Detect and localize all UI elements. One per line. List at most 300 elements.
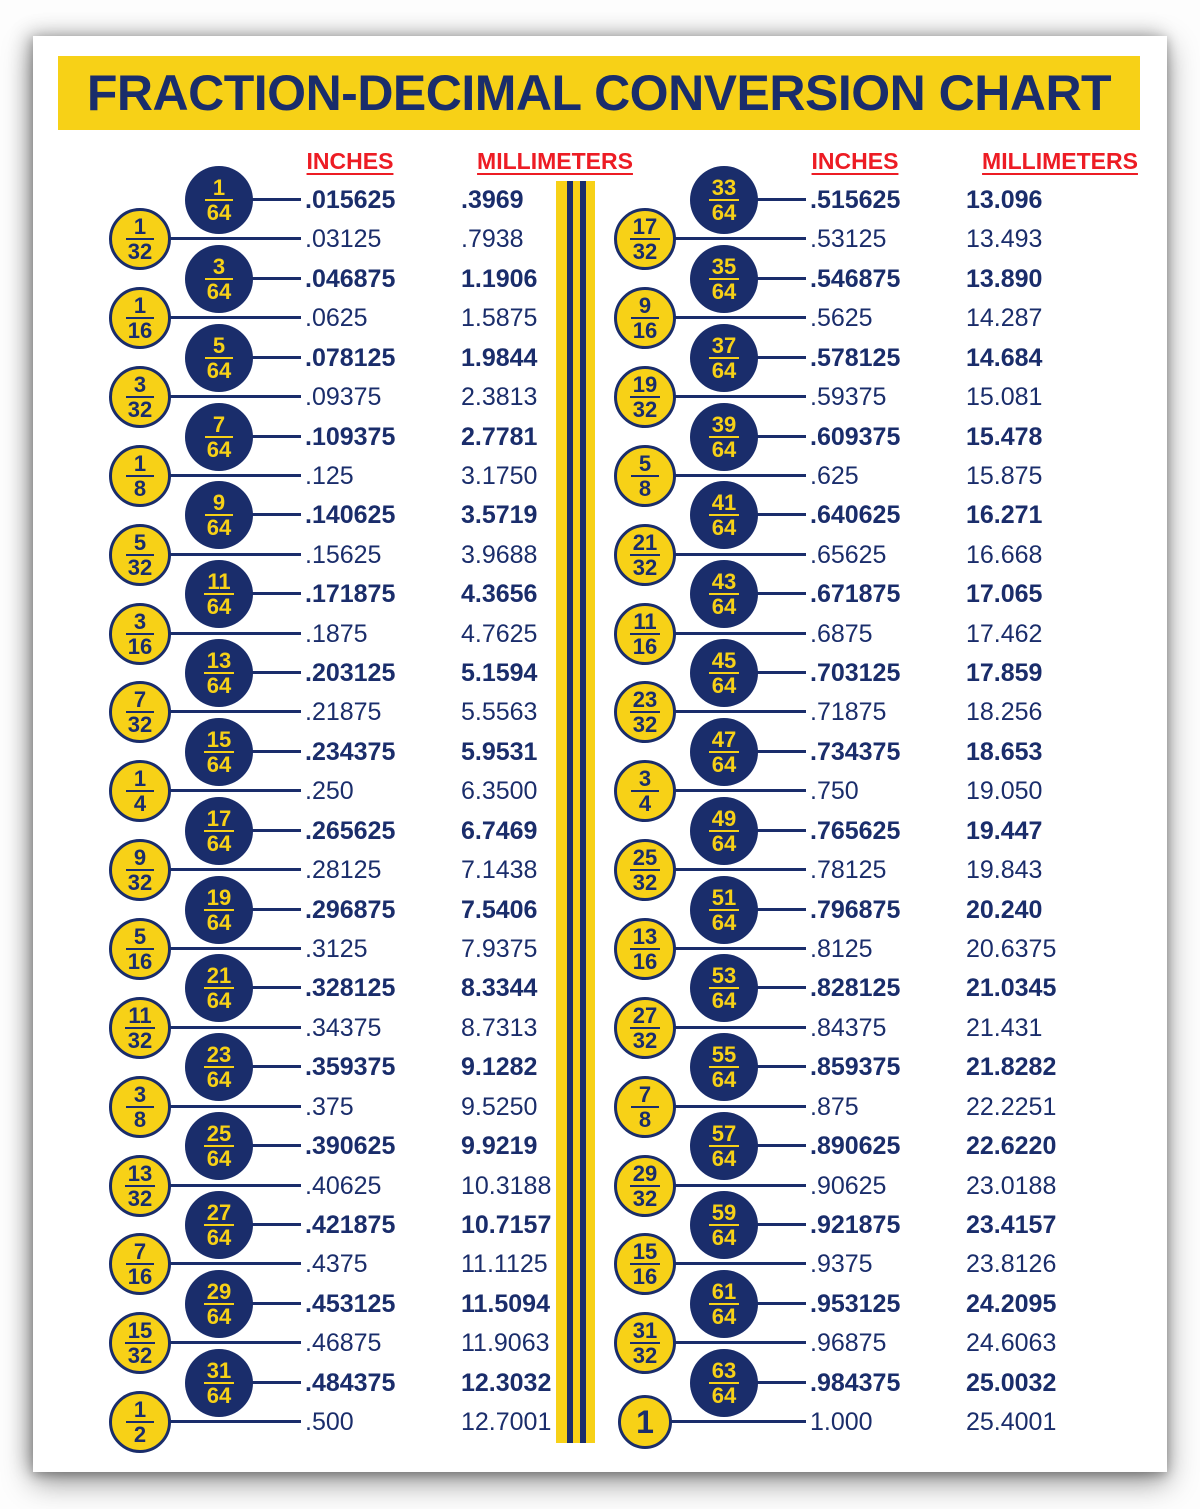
fraction-denominator: 64 xyxy=(206,515,232,541)
fraction-denominator: 64 xyxy=(206,594,232,620)
fraction-denominator: 16 xyxy=(127,1264,153,1290)
fraction-badge xyxy=(614,681,676,743)
fraction-numerator: 13 xyxy=(125,1162,155,1187)
fraction-numerator: 33 xyxy=(709,176,739,201)
fraction-denominator: 16 xyxy=(632,318,658,344)
fraction-numerator: 17 xyxy=(204,807,234,832)
inches-value: .078125 xyxy=(305,343,396,372)
fraction xyxy=(630,846,660,894)
fraction xyxy=(631,1083,659,1131)
connector-line xyxy=(754,986,806,989)
millimeters-value: 13.096 xyxy=(966,186,1043,214)
millimeters-value: 24.6063 xyxy=(966,1329,1057,1358)
fraction-numerator: 13 xyxy=(630,925,660,950)
inches-value: .71875 xyxy=(810,698,887,727)
column-header-millimeters-right: MILLIMETERS xyxy=(982,148,1138,174)
fraction xyxy=(709,491,739,539)
inches-value: .296875 xyxy=(305,895,396,924)
fraction-badge xyxy=(690,166,758,234)
inches-value: .5625 xyxy=(810,304,873,333)
inches-value: .375 xyxy=(305,1092,354,1121)
fraction-denominator: 16 xyxy=(127,948,153,974)
inches-value: .609375 xyxy=(810,422,901,451)
inches-value: .203125 xyxy=(305,659,396,688)
fraction-denominator: 4 xyxy=(638,791,652,817)
inches-value: .734375 xyxy=(810,737,901,766)
inches-value: .234375 xyxy=(305,737,396,766)
inches-value: .328125 xyxy=(305,974,396,1003)
millimeters-value: 13.890 xyxy=(966,264,1043,293)
fraction-denominator: 64 xyxy=(711,357,737,383)
inches-value: .671875 xyxy=(810,580,901,609)
fraction xyxy=(630,215,660,263)
inches-value: .109375 xyxy=(305,422,396,451)
inches-value: .796875 xyxy=(810,895,901,924)
millimeters-value: 21.431 xyxy=(966,1013,1043,1042)
millimeters-value: 3.1750 xyxy=(461,461,538,490)
connector-line xyxy=(754,1381,806,1384)
fraction-numerator: 3 xyxy=(126,1083,154,1108)
connector-line xyxy=(754,1302,806,1305)
fraction-denominator: 32 xyxy=(632,1027,658,1053)
fraction-numerator: 21 xyxy=(630,531,660,556)
fraction xyxy=(709,728,739,776)
connector-line xyxy=(668,1420,806,1423)
millimeters-value: 2.7781 xyxy=(461,422,538,451)
millimeters-value: 3.5719 xyxy=(461,501,538,530)
fraction-numerator: 47 xyxy=(709,728,739,753)
fraction-denominator: 64 xyxy=(711,751,737,777)
fraction xyxy=(630,1162,660,1210)
fraction-denominator: 8 xyxy=(638,1106,652,1132)
column-header-inches-left: INCHES xyxy=(306,148,394,174)
fraction-numerator: 1 xyxy=(126,452,154,477)
whole-number: 1 xyxy=(636,1404,654,1441)
fraction-denominator: 32 xyxy=(127,239,153,265)
fraction-denominator: 32 xyxy=(127,1343,153,1369)
fraction-badge xyxy=(614,1076,676,1138)
fraction-numerator: 61 xyxy=(709,1280,739,1305)
fraction-denominator: 16 xyxy=(127,633,153,659)
millimeters-value: 11.9063 xyxy=(461,1329,550,1358)
millimeters-value: 6.3500 xyxy=(461,777,538,806)
inches-value: .34375 xyxy=(305,1013,382,1042)
inches-value: .390625 xyxy=(305,1132,396,1161)
fraction-denominator: 64 xyxy=(206,830,232,856)
inches-value: .53125 xyxy=(810,225,887,254)
millimeters-value: 14.287 xyxy=(966,304,1043,333)
inches-value: .015625 xyxy=(305,186,396,214)
fraction-badge xyxy=(690,954,758,1022)
millimeters-value: 9.1282 xyxy=(461,1053,538,1082)
inches-value: 1.000 xyxy=(810,1408,873,1437)
fraction-numerator: 5 xyxy=(205,334,233,359)
fraction-denominator: 64 xyxy=(206,988,232,1014)
fraction-numerator: 25 xyxy=(204,1122,234,1147)
connector-line xyxy=(754,592,806,595)
fraction-badge xyxy=(614,445,676,507)
fraction-denominator: 32 xyxy=(632,870,658,896)
connector-line xyxy=(672,553,806,556)
fraction-numerator: 3 xyxy=(126,373,154,398)
fraction-denominator: 64 xyxy=(206,1067,232,1093)
fraction-denominator: 32 xyxy=(632,554,658,580)
fraction-denominator: 64 xyxy=(711,515,737,541)
inches-value: .171875 xyxy=(305,580,396,609)
inches-value: .453125 xyxy=(305,1289,396,1318)
connector-line xyxy=(754,356,806,359)
fraction-denominator: 64 xyxy=(206,1146,232,1172)
millimeters-value: 5.9531 xyxy=(461,737,538,766)
fraction-badge xyxy=(614,1233,676,1295)
connector-line xyxy=(754,750,806,753)
millimeters-value: 18.653 xyxy=(966,737,1043,766)
connector-line xyxy=(754,829,806,832)
fraction-numerator: 1 xyxy=(126,767,154,792)
fraction-numerator: 1 xyxy=(126,294,154,319)
fraction xyxy=(709,255,739,303)
millimeters-value: 1.1906 xyxy=(461,264,538,293)
inches-value: .359375 xyxy=(305,1053,396,1082)
fraction-numerator: 37 xyxy=(709,334,739,359)
millimeters-value: 23.4157 xyxy=(966,1210,1057,1239)
millimeters-value: 9.9219 xyxy=(461,1132,538,1161)
inches-value: .0625 xyxy=(305,304,368,333)
millimeters-value: .3969 xyxy=(461,186,524,214)
fraction-badge xyxy=(690,876,758,944)
fraction-numerator: 55 xyxy=(709,1043,739,1068)
fraction-badge xyxy=(614,603,676,665)
millimeters-value: 23.0188 xyxy=(966,1171,1057,1200)
inches-value: .984375 xyxy=(810,1368,901,1397)
inches-value: .40625 xyxy=(305,1171,382,1200)
fraction-denominator: 32 xyxy=(127,1027,153,1053)
connector-line xyxy=(754,1144,806,1147)
fraction xyxy=(709,176,739,224)
inches-value: .921875 xyxy=(810,1210,901,1239)
fraction-denominator: 16 xyxy=(632,1264,658,1290)
connector-line xyxy=(754,908,806,911)
fraction-numerator: 49 xyxy=(709,807,739,832)
millimeters-value: 8.3344 xyxy=(461,974,538,1003)
inches-value: .859375 xyxy=(810,1053,901,1082)
fraction-numerator: 3 xyxy=(205,255,233,280)
millimeters-value: 7.1438 xyxy=(461,856,538,885)
fraction-numerator: 1 xyxy=(126,215,154,240)
page xyxy=(33,36,1167,1472)
fraction-denominator: 32 xyxy=(632,1185,658,1211)
fraction xyxy=(630,1319,660,1367)
inches-value: .125 xyxy=(305,461,354,490)
fraction-denominator: 32 xyxy=(127,554,153,580)
fraction-numerator: 25 xyxy=(630,846,660,871)
fraction-numerator: 29 xyxy=(204,1280,234,1305)
millimeters-value: 2.3813 xyxy=(461,383,538,412)
millimeters-value: 20.240 xyxy=(966,895,1043,924)
millimeters-value: 21.8282 xyxy=(966,1053,1057,1082)
fraction-denominator: 64 xyxy=(711,1382,737,1408)
connector-line xyxy=(754,1223,806,1226)
fraction-denominator: 64 xyxy=(206,436,232,462)
connector-line xyxy=(672,789,806,792)
fraction-numerator: 17 xyxy=(630,215,660,240)
millimeters-value: 7.5406 xyxy=(461,895,538,924)
fraction xyxy=(709,649,739,697)
connector-line xyxy=(672,316,806,319)
fraction-denominator: 64 xyxy=(206,751,232,777)
fraction-denominator: 32 xyxy=(127,397,153,423)
fraction-numerator: 45 xyxy=(709,649,739,674)
fraction-numerator: 7 xyxy=(631,1083,659,1108)
connector-line xyxy=(754,671,806,674)
millimeters-value: 17.859 xyxy=(966,659,1043,688)
connector-line xyxy=(672,1341,806,1344)
right-column xyxy=(33,36,1167,1472)
millimeters-value: 21.0345 xyxy=(966,974,1057,1003)
fraction-badge xyxy=(614,1312,676,1374)
fraction xyxy=(709,1359,739,1407)
fraction-numerator: 15 xyxy=(204,728,234,753)
fraction-denominator: 8 xyxy=(133,1106,147,1132)
inches-value: .03125 xyxy=(305,225,382,254)
connector-line xyxy=(672,474,806,477)
fraction-numerator: 29 xyxy=(630,1162,660,1187)
millimeters-value: 9.5250 xyxy=(461,1092,538,1121)
inches-value: .8125 xyxy=(810,934,873,963)
fraction-denominator: 64 xyxy=(711,1067,737,1093)
connector-line xyxy=(672,395,806,398)
fraction-numerator: 51 xyxy=(709,886,739,911)
fraction-denominator: 64 xyxy=(206,1382,232,1408)
inches-value: .500 xyxy=(305,1408,354,1437)
fraction-numerator: 19 xyxy=(204,886,234,911)
fraction-denominator: 8 xyxy=(133,475,147,501)
fraction xyxy=(631,767,659,815)
fraction xyxy=(709,1122,739,1170)
inches-value: .140625 xyxy=(305,501,396,530)
fraction-numerator: 5 xyxy=(631,452,659,477)
connector-line xyxy=(754,1065,806,1068)
fraction-numerator: 43 xyxy=(709,570,739,595)
inches-value: .265625 xyxy=(305,816,396,845)
column-header-millimeters-left: MILLIMETERS xyxy=(477,148,633,174)
fraction-numerator: 23 xyxy=(204,1043,234,1068)
fraction-denominator: 64 xyxy=(711,830,737,856)
fraction-badge xyxy=(690,245,758,313)
millimeters-value: 10.3188 xyxy=(461,1171,552,1200)
millimeters-value: 25.4001 xyxy=(966,1408,1057,1437)
connector-line xyxy=(754,198,806,201)
fraction-numerator: 15 xyxy=(125,1319,155,1344)
millimeters-value: 12.7001 xyxy=(461,1408,552,1437)
inches-value: .90625 xyxy=(810,1171,887,1200)
fraction xyxy=(709,964,739,1012)
millimeters-value: 10.7157 xyxy=(461,1210,552,1239)
fraction-badge xyxy=(690,797,758,865)
connector-line xyxy=(672,947,806,950)
connector-line xyxy=(672,1026,806,1029)
fraction-denominator: 16 xyxy=(632,948,658,974)
fraction-numerator: 41 xyxy=(709,491,739,516)
fraction-numerator: 5 xyxy=(126,531,154,556)
fraction-numerator: 1 xyxy=(205,176,233,201)
fraction-numerator: 31 xyxy=(204,1359,234,1384)
inches-value: .703125 xyxy=(810,659,901,688)
inches-value: .484375 xyxy=(305,1368,396,1397)
fraction-numerator: 57 xyxy=(709,1122,739,1147)
connector-line xyxy=(754,277,806,280)
fraction-denominator: 16 xyxy=(632,633,658,659)
fraction-numerator: 3 xyxy=(126,610,154,635)
fraction-numerator: 59 xyxy=(709,1201,739,1226)
millimeters-value: 15.478 xyxy=(966,422,1043,451)
fraction-numerator: 11 xyxy=(125,1004,154,1029)
millimeters-value: 17.462 xyxy=(966,619,1043,648)
fraction-denominator: 64 xyxy=(206,278,232,304)
fraction-numerator: 53 xyxy=(709,964,739,989)
fraction-numerator: 7 xyxy=(205,413,233,438)
millimeters-value: 22.6220 xyxy=(966,1132,1057,1161)
inches-value: .625 xyxy=(810,461,859,490)
column-header-inches-right: INCHES xyxy=(811,148,899,174)
fraction-badge xyxy=(690,1349,758,1417)
inches-value: .890625 xyxy=(810,1132,901,1161)
fraction xyxy=(630,610,659,658)
fraction-numerator: 9 xyxy=(631,294,659,319)
fraction-badge xyxy=(614,524,676,586)
fraction-numerator: 15 xyxy=(630,1240,660,1265)
fraction-badge xyxy=(614,918,676,980)
fraction-denominator: 32 xyxy=(632,239,658,265)
fraction-numerator: 21 xyxy=(204,964,234,989)
fraction-badge xyxy=(690,639,758,707)
millimeters-value: 14.684 xyxy=(966,343,1043,372)
inches-value: .765625 xyxy=(810,816,901,845)
fraction-badge xyxy=(690,1033,758,1101)
connector-line xyxy=(754,435,806,438)
fraction-badge xyxy=(614,287,676,349)
millimeters-value: 25.0032 xyxy=(966,1368,1057,1397)
fraction-denominator: 64 xyxy=(206,1224,232,1250)
millimeters-value: 23.8126 xyxy=(966,1250,1057,1279)
fraction-badge xyxy=(690,560,758,628)
fraction-numerator: 23 xyxy=(630,688,660,713)
millimeters-value: .7938 xyxy=(461,225,524,254)
connector-line xyxy=(672,632,806,635)
fraction-badge xyxy=(690,403,758,471)
millimeters-value: 4.3656 xyxy=(461,580,538,609)
inches-value: .046875 xyxy=(305,264,396,293)
fraction-denominator: 64 xyxy=(711,200,737,225)
fraction-numerator: 13 xyxy=(204,649,234,674)
fraction xyxy=(631,452,659,500)
millimeters-value: 1.9844 xyxy=(461,343,538,372)
fraction-denominator: 64 xyxy=(711,1146,737,1172)
fraction xyxy=(709,334,739,382)
inches-value: .546875 xyxy=(810,264,901,293)
fraction-denominator: 32 xyxy=(632,397,658,423)
fraction-denominator: 32 xyxy=(632,712,658,738)
inches-value: .84375 xyxy=(810,1013,887,1042)
inches-value: .750 xyxy=(810,777,859,806)
page-title: FRACTION-DECIMAL CONVERSION CHART xyxy=(86,65,1112,121)
inches-value: .59375 xyxy=(810,383,887,412)
fraction-denominator: 64 xyxy=(711,673,737,699)
inches-value: .96875 xyxy=(810,1329,887,1358)
millimeters-value: 16.668 xyxy=(966,540,1043,569)
fraction-numerator: 11 xyxy=(204,570,233,595)
fraction xyxy=(709,807,739,855)
inches-value: .46875 xyxy=(305,1329,382,1358)
fraction-badge xyxy=(690,1191,758,1259)
fraction-badge xyxy=(614,1155,676,1217)
fraction-denominator: 16 xyxy=(127,318,153,344)
fraction-numerator: 9 xyxy=(126,846,154,871)
fraction-badge xyxy=(614,208,676,270)
fraction-denominator: 8 xyxy=(638,475,652,501)
fraction-numerator: 9 xyxy=(205,491,233,516)
millimeters-value: 19.050 xyxy=(966,777,1043,806)
inches-value: .578125 xyxy=(810,343,901,372)
inches-value: .1875 xyxy=(305,619,368,648)
fraction-numerator: 39 xyxy=(709,413,739,438)
millimeters-value: 5.1594 xyxy=(461,659,538,688)
fraction-badge xyxy=(690,481,758,549)
connector-line xyxy=(672,1184,806,1187)
fraction-numerator: 19 xyxy=(630,373,660,398)
fraction-denominator: 64 xyxy=(206,909,232,935)
inches-value: .21875 xyxy=(305,698,382,727)
fraction-badge xyxy=(690,1112,758,1180)
inches-value: .4375 xyxy=(305,1250,368,1279)
fraction xyxy=(630,1240,660,1288)
millimeters-value: 12.3032 xyxy=(461,1368,552,1397)
connector-line xyxy=(672,1105,806,1108)
millimeters-value: 16.271 xyxy=(966,501,1043,530)
inches-value: .640625 xyxy=(810,501,901,530)
millimeters-value: 11.5094 xyxy=(461,1289,550,1318)
millimeters-value: 19.843 xyxy=(966,856,1043,885)
millimeters-value: 22.2251 xyxy=(966,1092,1057,1121)
millimeters-value: 11.1125 xyxy=(461,1250,548,1279)
fraction-denominator: 64 xyxy=(711,1224,737,1250)
fraction-denominator: 32 xyxy=(127,870,153,896)
fraction-denominator: 64 xyxy=(711,909,737,935)
millimeters-value: 15.875 xyxy=(966,461,1043,490)
fraction-denominator: 32 xyxy=(632,1343,658,1369)
inches-value: .6875 xyxy=(810,619,873,648)
millimeters-value: 6.7469 xyxy=(461,816,538,845)
fraction-numerator: 35 xyxy=(709,255,739,280)
inches-value: .250 xyxy=(305,777,354,806)
fraction xyxy=(709,1280,739,1328)
inches-value: .65625 xyxy=(810,540,887,569)
millimeters-value: 18.256 xyxy=(966,698,1043,727)
fraction-numerator: 27 xyxy=(204,1201,234,1226)
fraction-numerator: 11 xyxy=(630,610,659,635)
fraction-numerator: 7 xyxy=(126,688,154,713)
millimeters-value: 1.5875 xyxy=(461,304,538,333)
millimeters-value: 17.065 xyxy=(966,580,1043,609)
fraction-denominator: 64 xyxy=(206,1303,232,1329)
connector-line xyxy=(754,513,806,516)
fraction-badge xyxy=(618,1395,672,1449)
inches-value: .828125 xyxy=(810,974,901,1003)
connector-line xyxy=(672,710,806,713)
fraction xyxy=(709,1043,739,1091)
millimeters-value: 8.7313 xyxy=(461,1013,538,1042)
connector-line xyxy=(672,237,806,240)
